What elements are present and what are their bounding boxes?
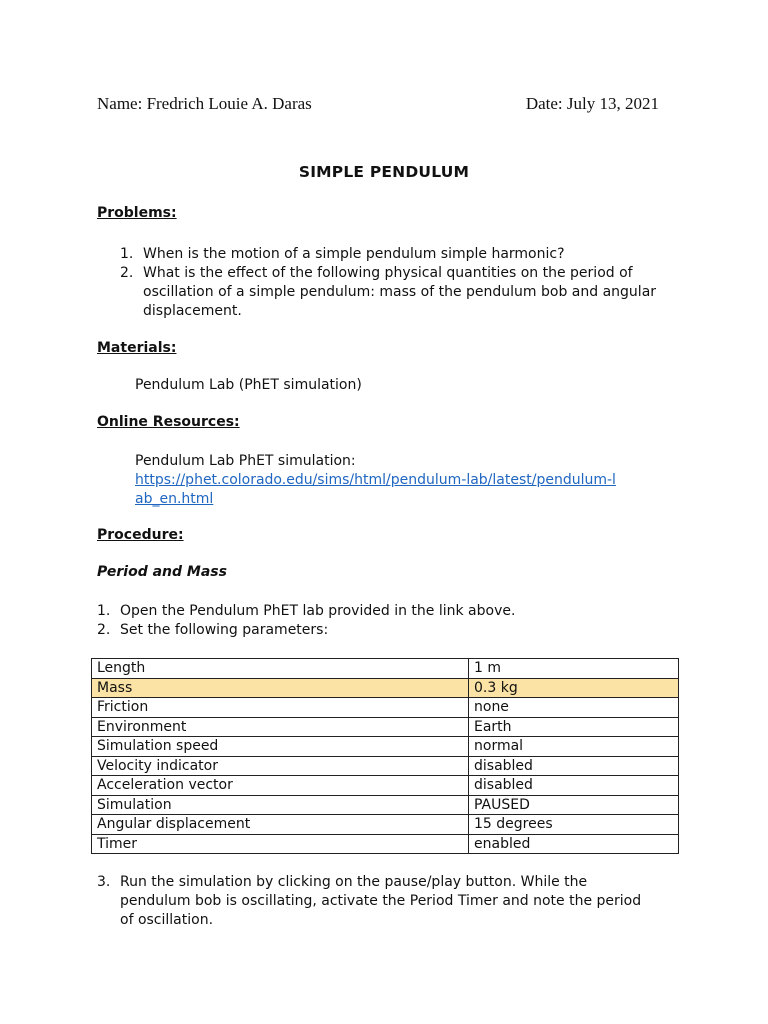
list-item-text: Open the Pendulum PhET lab provided in the link above. bbox=[120, 603, 516, 619]
parameter-value: none bbox=[469, 698, 679, 718]
procedure-heading: Procedure: bbox=[97, 527, 184, 543]
table-row bbox=[92, 737, 679, 757]
problems-heading: Problems: bbox=[97, 205, 177, 221]
parameter-name: Environment bbox=[92, 717, 469, 737]
parameter-value: Earth bbox=[469, 717, 679, 737]
period-and-mass-subheading: Period and Mass bbox=[97, 564, 227, 580]
list-item bbox=[120, 245, 660, 264]
parameter-name: Velocity indicator bbox=[92, 756, 469, 776]
resources-label: Pendulum Lab PhET simulation: bbox=[135, 453, 356, 469]
procedure-steps-list-continued bbox=[97, 873, 659, 930]
list-item bbox=[120, 264, 660, 321]
list-item-text: Run the simulation by clicking on the pause/play button. While the pendulum bob is oscillating, activate the Period Timer and note the period of oscillation. bbox=[120, 874, 642, 928]
parameter-value: 1 m bbox=[469, 659, 679, 679]
table-row bbox=[92, 717, 679, 737]
table-row bbox=[92, 776, 679, 796]
parameter-value: PAUSED bbox=[469, 795, 679, 815]
page-title: SIMPLE PENDULUM bbox=[298, 163, 470, 181]
parameter-value: 0.3 kg bbox=[469, 678, 679, 698]
student-name: Name: Fredrich Louie A. Daras bbox=[97, 94, 312, 113]
parameter-name: Simulation bbox=[92, 795, 469, 815]
parameter-name: Mass bbox=[92, 678, 469, 698]
list-item-number: 2. bbox=[97, 622, 111, 638]
table-row bbox=[92, 815, 679, 835]
list-item bbox=[97, 602, 657, 621]
list-item-text: When is the motion of a simple pendulum simple harmonic? bbox=[143, 246, 565, 262]
parameters-table bbox=[91, 658, 679, 854]
parameter-value: normal bbox=[469, 737, 679, 757]
document-date: Date: July 13, 2021 bbox=[525, 94, 659, 113]
online-resources-heading: Online Resources: bbox=[97, 414, 240, 430]
list-item-number: 2. bbox=[120, 265, 134, 281]
parameter-name: Acceleration vector bbox=[92, 776, 469, 796]
list-item-text: What is the effect of the following physical quantities on the period of oscillation of a simple pendulum: mass of the pendulum bob and angular displacement. bbox=[143, 265, 657, 319]
procedure-steps-list bbox=[97, 602, 657, 640]
parameter-name: Friction bbox=[92, 698, 469, 718]
table-row bbox=[92, 834, 679, 854]
list-item bbox=[97, 873, 659, 930]
table-row bbox=[92, 659, 679, 679]
table-row bbox=[92, 795, 679, 815]
table-row bbox=[92, 698, 679, 718]
phet-simulation-link[interactable]: https://phet.colorado.edu/sims/html/pendulum-lab/latest/pendulum-lab_en.html bbox=[135, 472, 616, 507]
parameter-name: Simulation speed bbox=[92, 737, 469, 757]
materials-text: Pendulum Lab (PhET simulation) bbox=[135, 377, 362, 393]
parameter-name: Timer bbox=[92, 834, 469, 854]
parameter-name: Angular displacement bbox=[92, 815, 469, 835]
list-item-number: 3. bbox=[97, 874, 111, 890]
parameter-name: Length bbox=[92, 659, 469, 679]
list-item-text: Set the following parameters: bbox=[120, 622, 329, 638]
list-item-number: 1. bbox=[120, 246, 134, 262]
parameter-value: disabled bbox=[469, 776, 679, 796]
parameter-value: disabled bbox=[469, 756, 679, 776]
problems-list bbox=[120, 245, 660, 321]
parameter-value: 15 degrees bbox=[469, 815, 679, 835]
list-item-number: 1. bbox=[97, 603, 111, 619]
table-row bbox=[92, 756, 679, 776]
table-row-highlighted bbox=[92, 678, 679, 698]
materials-heading: Materials: bbox=[97, 340, 177, 356]
list-item bbox=[97, 621, 657, 640]
resources-block bbox=[135, 452, 635, 509]
parameter-value: enabled bbox=[469, 834, 679, 854]
